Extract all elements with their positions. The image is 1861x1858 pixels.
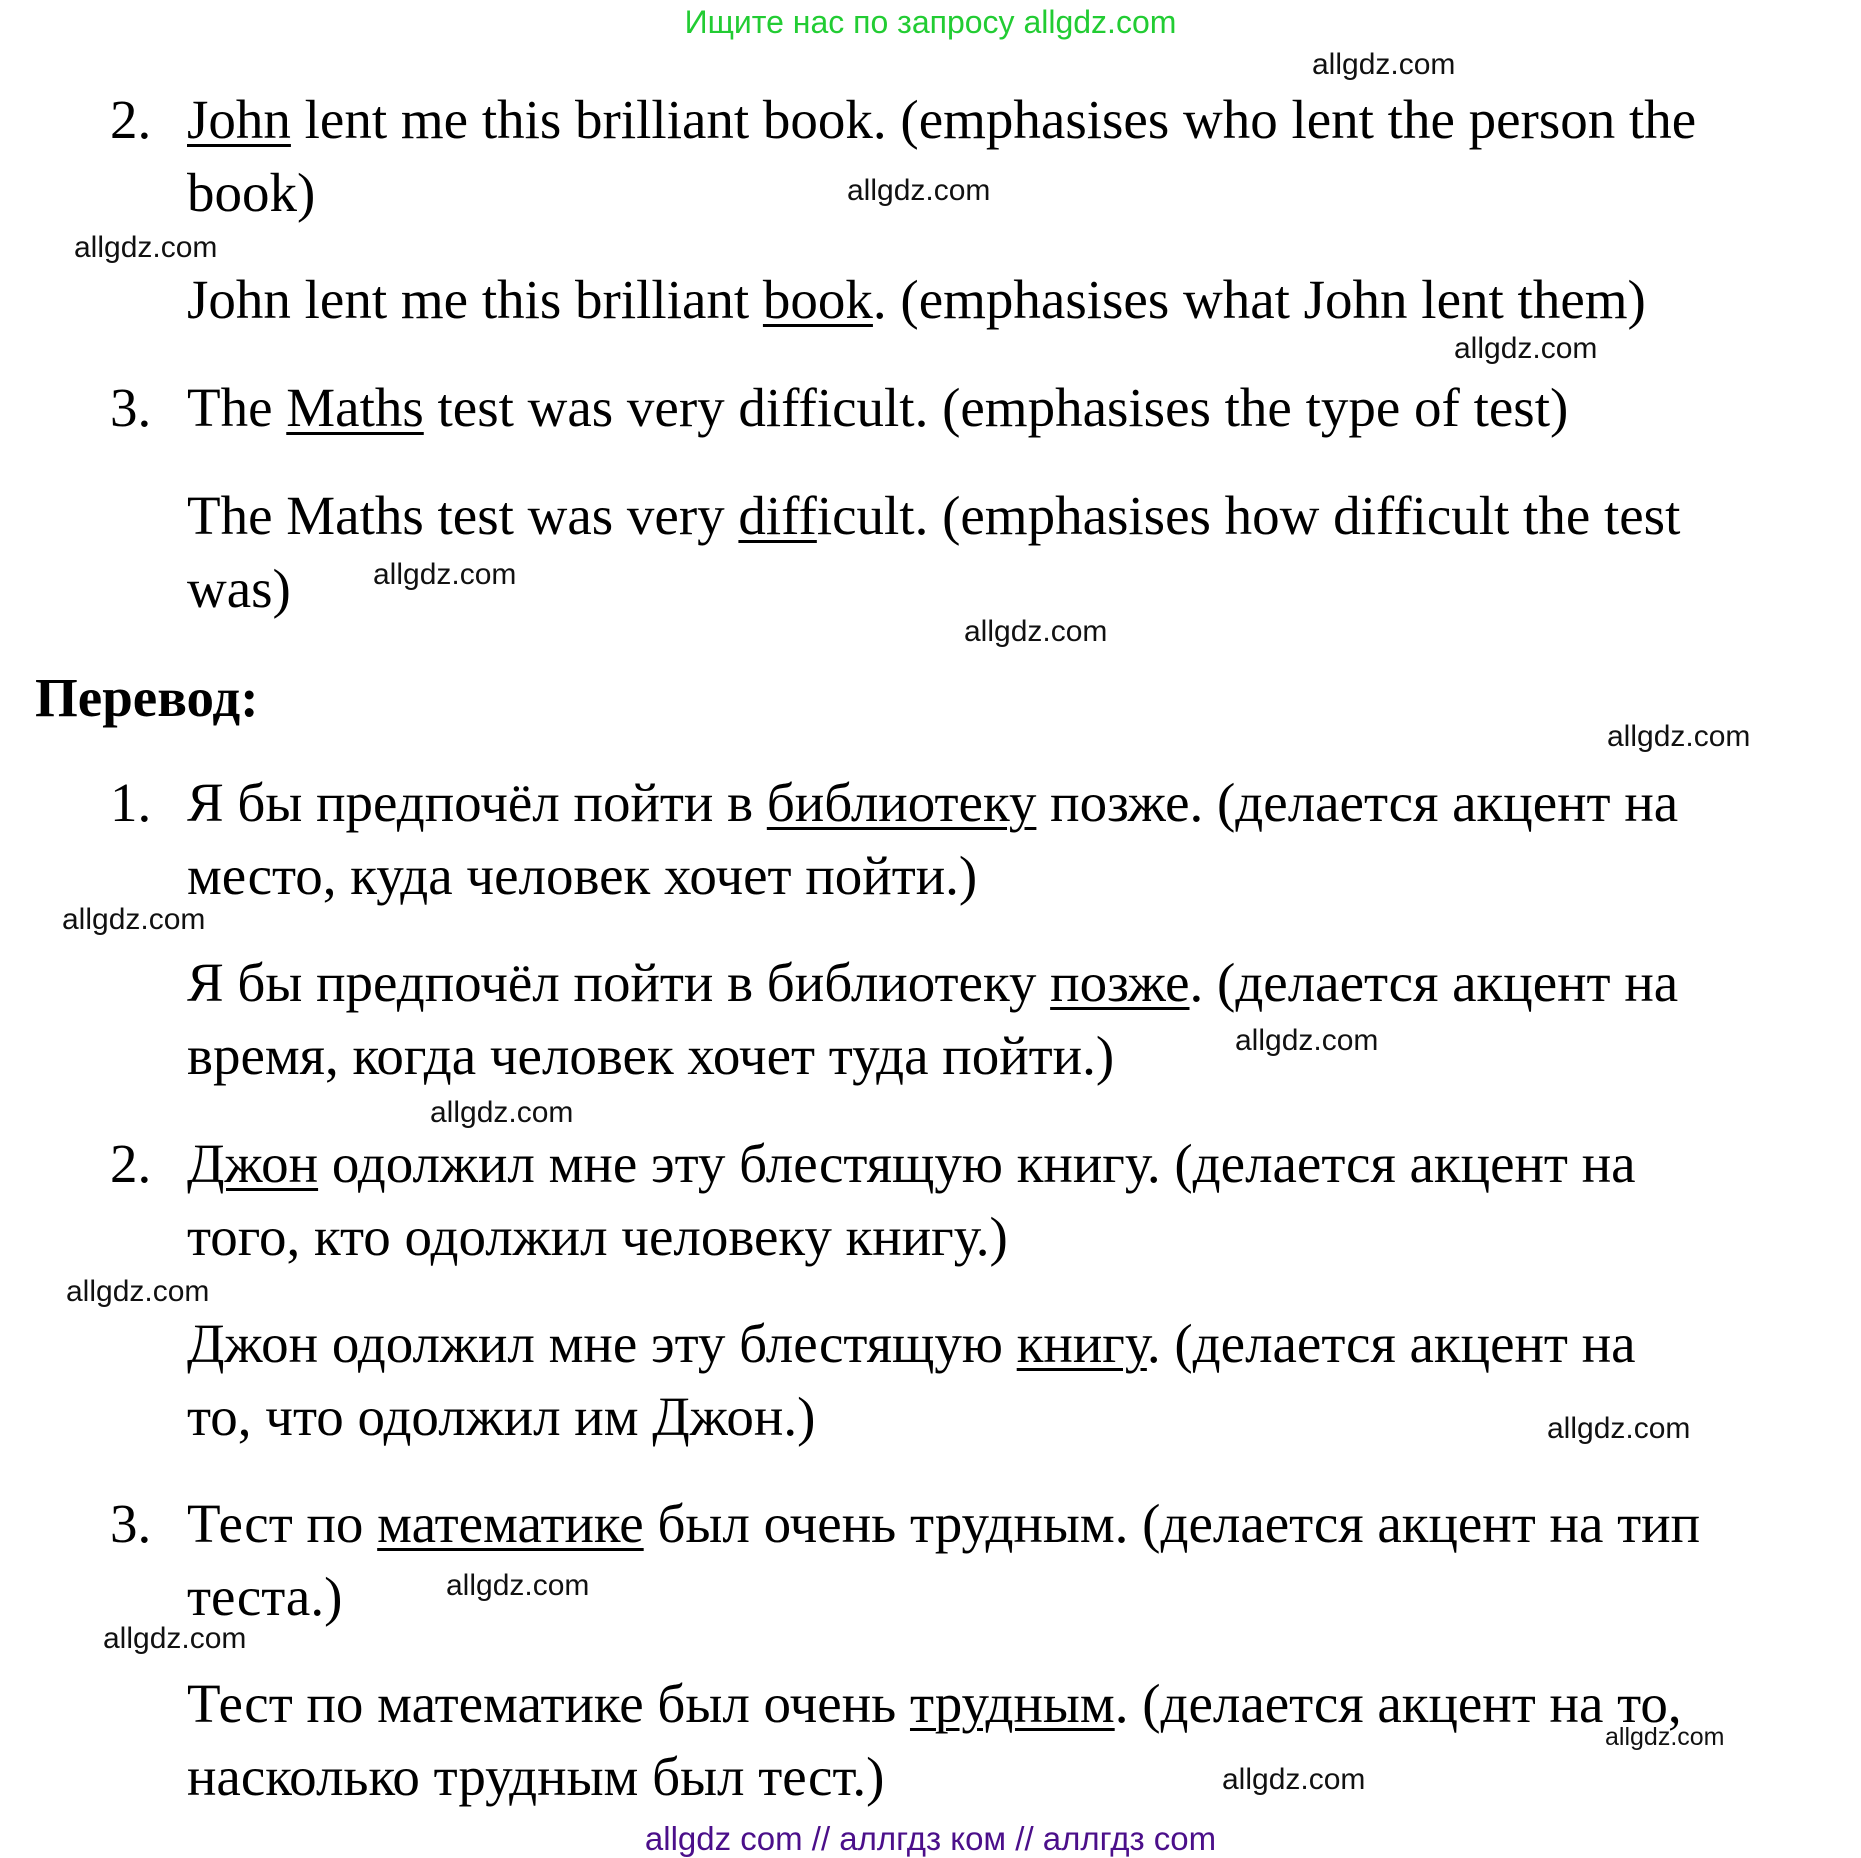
underlined-word: библиотеку: [766, 772, 1037, 833]
underlined-word: diff: [738, 485, 817, 546]
watermark: allgdz.com: [1454, 332, 1598, 365]
sentence-text: icult. (emphasises how difficult the test: [816, 485, 1681, 546]
sentence-line: [187, 952, 1679, 1013]
watermark: allgdz.com: [1605, 1723, 1725, 1751]
watermark: allgdz.com: [1235, 1024, 1379, 1057]
watermark: allgdz.com: [1547, 1412, 1691, 1445]
sentence-line: того, кто одолжил человеку книгу.): [187, 1206, 1008, 1267]
watermark: allgdz.com: [103, 1622, 247, 1655]
underlined-word: Maths: [286, 377, 424, 438]
sentence-line: [187, 89, 1697, 150]
underlined-word: Джон: [187, 1133, 319, 1194]
sentence-line: book): [187, 162, 316, 223]
watermark: allgdz.com: [66, 1275, 210, 1308]
sentence-text: . (делается акцент на: [1189, 952, 1679, 1013]
list-number: 1.: [110, 772, 152, 833]
footer-banner: allgdz com // аллгдз ком // аллгдз com: [644, 1820, 1217, 1857]
watermark: allgdz.com: [446, 1569, 590, 1602]
sentence-text: . (emphasises what John lent them): [872, 269, 1646, 330]
list-number: 3.: [110, 377, 152, 438]
sentence-text: был очень трудным. (делается акцент на тип: [643, 1493, 1701, 1554]
sentence-text: . (делается акцент на то,: [1114, 1673, 1682, 1734]
sentence-line: was): [187, 558, 291, 619]
sentence-line: [187, 772, 1679, 833]
sentence-line: [187, 1313, 1636, 1374]
sentence-text: Я бы предпочёл пойти в: [187, 772, 767, 833]
sentence-line: время, когда человек хочет туда пойти.): [187, 1025, 1115, 1086]
sentence-line: [187, 269, 1646, 330]
sentence-line: то, что одолжил им Джон.): [187, 1386, 816, 1447]
sentence-line: [187, 1673, 1682, 1734]
watermark: allgdz.com: [1312, 48, 1456, 81]
watermark: allgdz.com: [1607, 720, 1751, 753]
watermark: allgdz.com: [62, 903, 206, 936]
list-number: 2.: [110, 89, 152, 150]
underlined-word: математике: [377, 1493, 644, 1554]
sentence-line: [187, 485, 1681, 546]
underlined-word: book: [762, 269, 873, 330]
sentence-text: John lent me this brilliant: [187, 269, 763, 330]
watermark: allgdz.com: [847, 174, 991, 207]
sentence-text: test was very difficult. (emphasises the type of test): [423, 377, 1569, 438]
sentence-text: The Maths test was very: [187, 485, 739, 546]
sentence-line: [187, 1493, 1701, 1554]
underlined-word: John: [187, 89, 291, 150]
sentence-text: . (делается акцент на: [1146, 1313, 1636, 1374]
underlined-word: трудным: [909, 1673, 1115, 1734]
sentence-text: Тест по: [187, 1493, 378, 1554]
list-number: 2.: [110, 1133, 152, 1194]
sentence-text: одолжил мне эту блестящую книгу. (делается акцент на: [318, 1133, 1636, 1194]
underlined-word: позже: [1050, 952, 1190, 1013]
translation-heading: Перевод:: [35, 667, 259, 728]
header-banner: Ищите нас по запросу allgdz.com: [684, 4, 1177, 40]
sentence-text: lent me this brilliant book. (emphasises who lent the person the: [290, 89, 1697, 150]
sentence-line: место, куда человек хочет пойти.): [187, 845, 978, 906]
list-number: 3.: [110, 1493, 152, 1554]
sentence-text: Тест по математике был очень: [187, 1673, 910, 1734]
watermark: allgdz.com: [964, 615, 1108, 648]
sentence-line: теста.): [187, 1566, 343, 1627]
sentence-line: [187, 377, 1569, 438]
watermark: allgdz.com: [373, 558, 517, 591]
sentence-line: [187, 1133, 1636, 1194]
sentence-text: Джон одолжил мне эту блестящую: [187, 1313, 1017, 1374]
watermark: allgdz.com: [430, 1096, 574, 1129]
sentence-text: Я бы предпочёл пойти в библиотеку: [187, 952, 1051, 1013]
underlined-word: книгу: [1016, 1313, 1147, 1374]
watermark: allgdz.com: [1222, 1763, 1366, 1796]
sentence-line: насколько трудным был тест.): [187, 1746, 885, 1807]
sentence-text: The: [187, 377, 287, 438]
sentence-text: позже. (делается акцент на: [1036, 772, 1679, 833]
watermark: allgdz.com: [74, 231, 218, 264]
